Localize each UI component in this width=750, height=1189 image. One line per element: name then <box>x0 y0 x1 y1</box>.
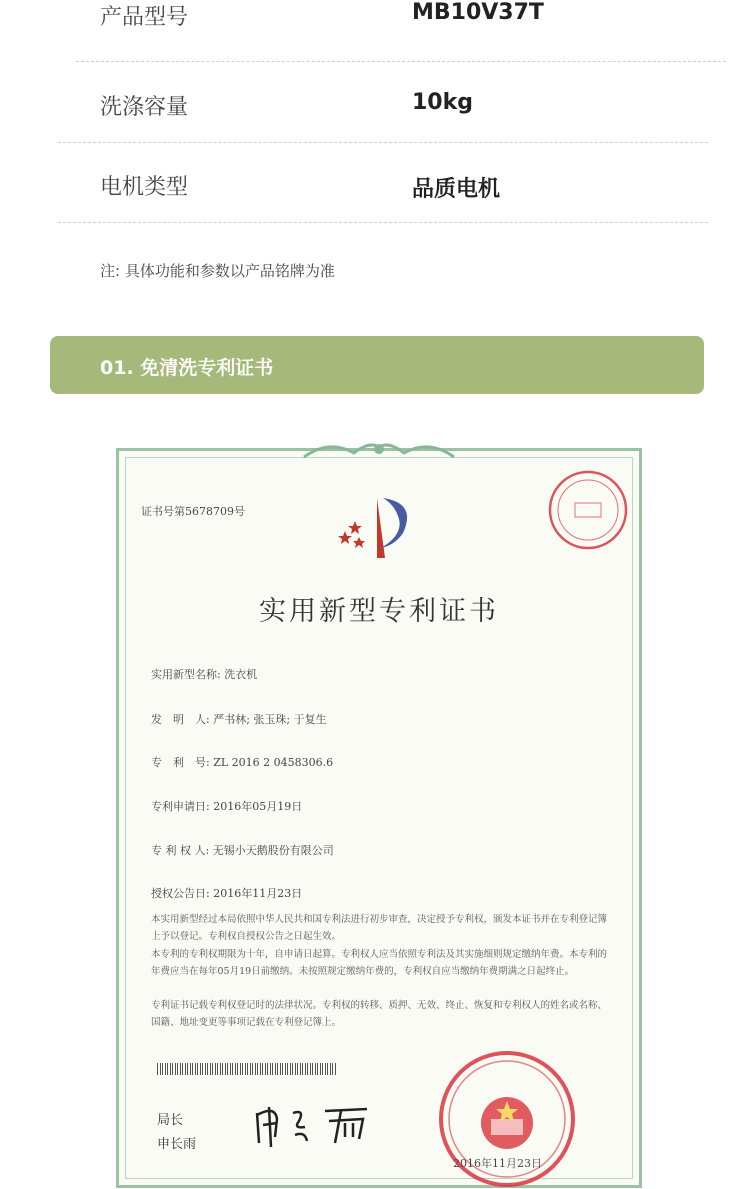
registration-seal-icon <box>547 469 629 551</box>
certificate-paragraph: 本专利的专利权期限为十年，自申请日起算。专利权人应当依照专利法及其实施细则规定缴纳年费。本专利的年费应当在每年05月19日前缴纳。未按照规定缴纳年费的，专利权自应当缴纳年费期满之日起终止。 <box>151 949 608 977</box>
certificate-title: 实用新型专利证书 <box>259 596 499 627</box>
certificate-field: 专利申请日: 2016年05月19日 <box>151 800 303 813</box>
certificate-field: 实用新型名称: 洗衣机 <box>151 668 258 681</box>
spec-label: 洗涤容量 <box>100 95 189 120</box>
issue-date: 2016年11月23日 <box>453 1157 542 1170</box>
divider <box>58 222 708 223</box>
divider <box>76 61 726 62</box>
spec-value: 品质电机 <box>412 177 501 202</box>
certificate-paragraph: 专利证书记载专利权登记时的法律状况。专利权的转移、质押、无效、终止、恢复和专利权人的姓名或名称、国籍、地址变更等事项记载在专利登记簿上。 <box>151 1000 608 1028</box>
spec-label: 电机类型 <box>100 175 189 200</box>
signature-title: 局长 <box>157 1112 184 1127</box>
signature-name: 申长雨 <box>157 1136 197 1151</box>
spec-label: 产品型号 <box>100 5 189 30</box>
patent-certificate <box>116 448 642 1188</box>
section-title: 01. 免清洗专利证书 <box>100 357 274 379</box>
certificate-field: 授权公告日: 2016年11月23日 <box>151 887 303 900</box>
ornament-icon <box>299 437 459 463</box>
certificate-field: 发 明 人: 严书林; 张玉珠; 于复生 <box>151 713 327 726</box>
section-header-bar <box>50 336 704 394</box>
spec-note: 注: 具体功能和参数以产品铭牌为准 <box>100 262 335 280</box>
certificate-field: 专 利 权 人: 无锡小天鹅股份有限公司 <box>151 844 334 857</box>
divider <box>58 142 708 143</box>
certificate-paragraph: 本实用新型经过本局依照中华人民共和国专利法进行初步审查，决定授予专利权，颁发本证书并在专利登记簿上予以登记。专利权自授权公告之日起生效。 <box>151 914 608 942</box>
patent-office-logo-icon <box>337 493 427 563</box>
certificate-field: 专 利 号: ZL 2016 2 0458306.6 <box>151 756 334 769</box>
spec-value: MB10V37T <box>412 0 544 25</box>
certificate-barcode <box>157 1063 337 1075</box>
handwritten-signature-icon <box>249 1099 379 1149</box>
spec-value: 10kg <box>412 90 473 115</box>
certificate-number: 证书号第5678709号 <box>141 505 245 518</box>
